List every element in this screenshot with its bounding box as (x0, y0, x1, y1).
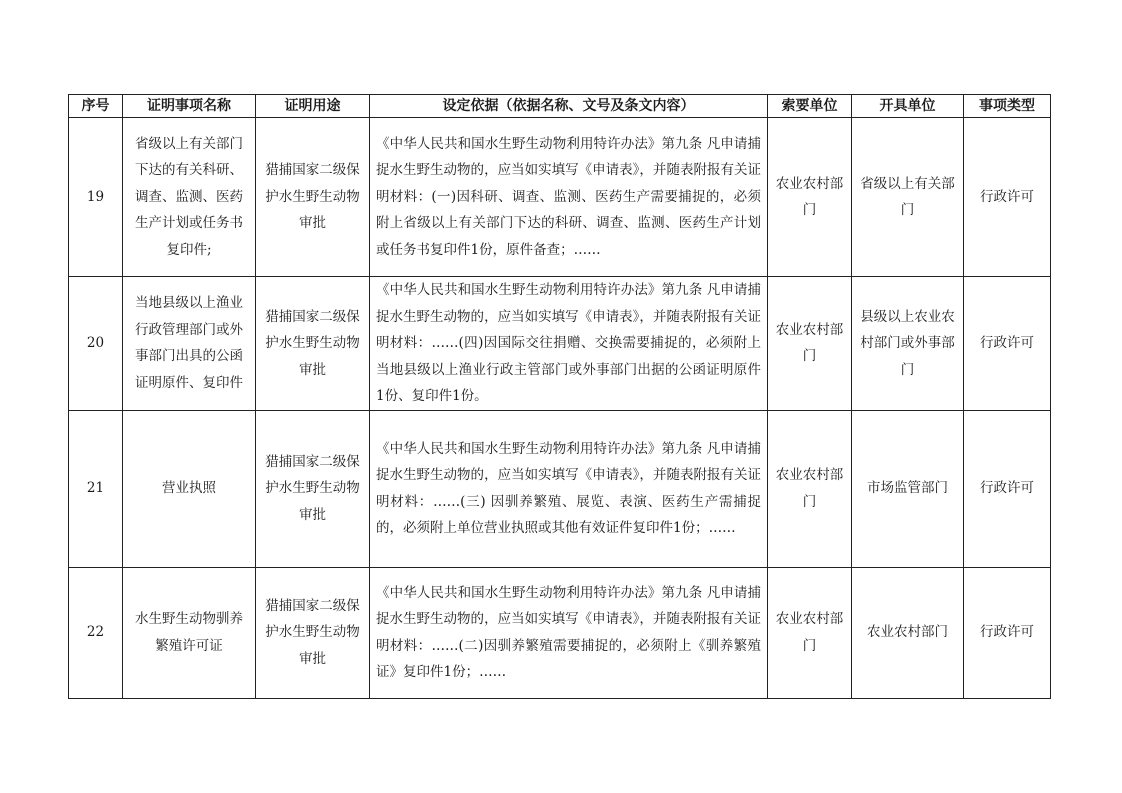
cell-usage: 猎捕国家二级保护水生野生动物审批 (256, 410, 370, 567)
header-basis: 设定依据（依据名称、文号及条文内容） (370, 95, 768, 118)
cell-issuing-unit: 农业农村部门 (852, 567, 964, 698)
table-row (69, 118, 1051, 277)
cell-item-type: 行政许可 (964, 118, 1051, 277)
cell-item-type: 行政许可 (964, 567, 1051, 698)
cell-issuing-unit: 省级以上有关部门 (852, 118, 964, 277)
cell-usage: 猎捕国家二级保护水生野生动物审批 (256, 118, 370, 277)
cell-issuing-unit: 市场监管部门 (852, 410, 964, 567)
cell-seq: 21 (69, 410, 123, 567)
cell-name: 水生野生动物驯养繁殖许可证 (123, 567, 256, 698)
cell-item-type: 行政许可 (964, 410, 1051, 567)
header-requesting-unit: 索要单位 (768, 95, 852, 118)
cell-requesting-unit: 农业农村部门 (768, 410, 852, 567)
cell-issuing-unit: 县级以上农业农村部门或外事部门 (852, 277, 964, 411)
cell-seq: 19 (69, 118, 123, 277)
header-issuing-unit: 开具单位 (852, 95, 964, 118)
cell-seq: 22 (69, 567, 123, 698)
cell-basis: 《中华人民共和国水生野生动物利用特许办法》第九条 凡申请捕捉水生野生动物的，应当如实填写《申请表》，并随表附报有关证明材料：(一)因科研、调查、监测、医药生产需要捕捉的，必须附上省级以上有关部门下达的科研、调查、监测、医药生产计划或任务书复印件1份，原件备查；…… (370, 118, 768, 277)
table-header-row (69, 95, 1051, 118)
table-row (69, 277, 1051, 411)
cell-requesting-unit: 农业农村部门 (768, 118, 852, 277)
certification-items-table (68, 94, 1051, 699)
cell-requesting-unit: 农业农村部门 (768, 277, 852, 411)
cell-name: 营业执照 (123, 410, 256, 567)
table-row (69, 567, 1051, 698)
header-seq: 序号 (69, 95, 123, 118)
cell-usage: 猎捕国家二级保护水生野生动物审批 (256, 567, 370, 698)
header-name: 证明事项名称 (123, 95, 256, 118)
cell-name: 当地县级以上渔业行政管理部门或外事部门出具的公函证明原件、复印件 (123, 277, 256, 411)
table-row (69, 410, 1051, 567)
header-item-type: 事项类型 (964, 95, 1051, 118)
cell-basis: 《中华人民共和国水生野生动物利用特许办法》第九条 凡申请捕捉水生野生动物的，应当如实填写《申请表》，并随表附报有关证明材料：……(二)因驯养繁殖需要捕捉的，必须附上《驯养繁殖证》复印件1份；…… (370, 567, 768, 698)
cell-usage: 猎捕国家二级保护水生野生动物审批 (256, 277, 370, 411)
header-usage: 证明用途 (256, 95, 370, 118)
cell-basis: 《中华人民共和国水生野生动物利用特许办法》第九条 凡申请捕捉水生野生动物的，应当如实填写《申请表》，并随表附报有关证明材料：……(三) 因驯养繁殖、展览、表演、医药生产需捕捉的，必须附上单位营业执照或其他有效证件复印件1份；…… (370, 410, 768, 567)
cell-basis: 《中华人民共和国水生野生动物利用特许办法》第九条 凡申请捕捉水生野生动物的，应当如实填写《申请表》，并随表附报有关证明材料：……(四)因国际交往捐赠、交换需要捕捉的，必须附上当地县级以上渔业行政主管部门或外事部门出据的公函证明原件1份、复印件1份。 (370, 277, 768, 411)
cell-requesting-unit: 农业农村部门 (768, 567, 852, 698)
cell-seq: 20 (69, 277, 123, 411)
cell-item-type: 行政许可 (964, 277, 1051, 411)
cell-name: 省级以上有关部门下达的有关科研、调查、监测、医药生产计划或任务书复印件; (123, 118, 256, 277)
